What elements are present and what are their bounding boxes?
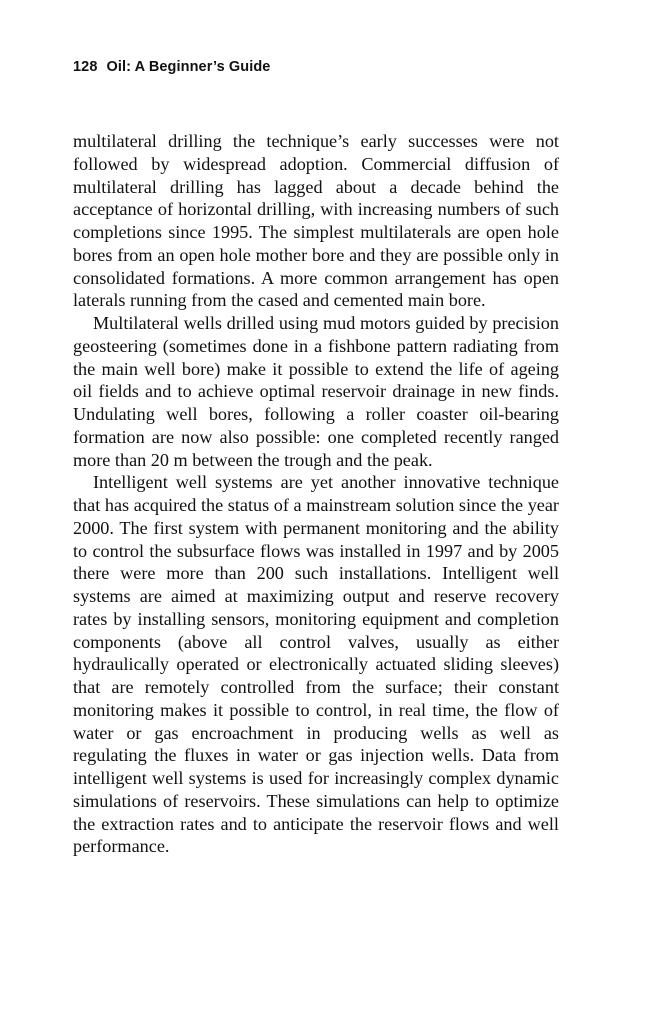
- running-head: [73, 59, 270, 75]
- body-text: [73, 130, 559, 858]
- paragraph-multilateral-wells: Multilateral wells drilled using mud motors guided by precision geosteering (sometimes done in a fishbone pattern radiating from the main well bore) make it possible to extend the life of ageing oil fields and to achieve optimal reservoir drainage in new finds. Undulating well bores, following a roller coaster oil-bearing formation are now also possible: one completed recently ranged more than 20 m between the trough and the peak.: [73, 313, 559, 470]
- book-title: Oil: A Beginner’s Guide: [106, 59, 271, 75]
- page-number: 128: [73, 59, 98, 75]
- paragraph-intelligent-well-systems: Intelligent well systems are yet another innovative technique that has acquired the status of a mainstream solution since the year 2000. The first system with permanent monitoring and the ability to control the subsurface flows was installed in 1997 and by 2005 there were more than 200 such installations. Intelligent well systems are aimed at maximizing output and reserve recovery rates by installing sensors, monitoring equipment and completion components (above all control valves, usually as either hydraulically operated or electronically actuated sliding sleeves) that are remotely controlled from the surface; their constant monitoring makes it possible to control, in real time, the flow of water or gas encroachment in producing wells as well as regulating the fluxes in water or gas injection wells. Data from intelligent well systems is used for increasingly complex dynamic simulations of reservoirs. These simulations can help to optimize the extraction rates and to anticipate the reservoir flows and well performance.: [73, 472, 559, 857]
- paragraph-continued: multilateral drilling the technique’s early successes were not followed by widespread adoption. Commercial diffusion of multilateral drilling has lagged about a decade behind the acceptance of horizontal drilling, with increasing numbers of such completions since 1995. The simplest multilaterals are open hole bores from an open hole mother bore and they are possible only in consolidated formations. A more common arrangement has open laterals running from the cased and cemented main bore.: [73, 131, 559, 311]
